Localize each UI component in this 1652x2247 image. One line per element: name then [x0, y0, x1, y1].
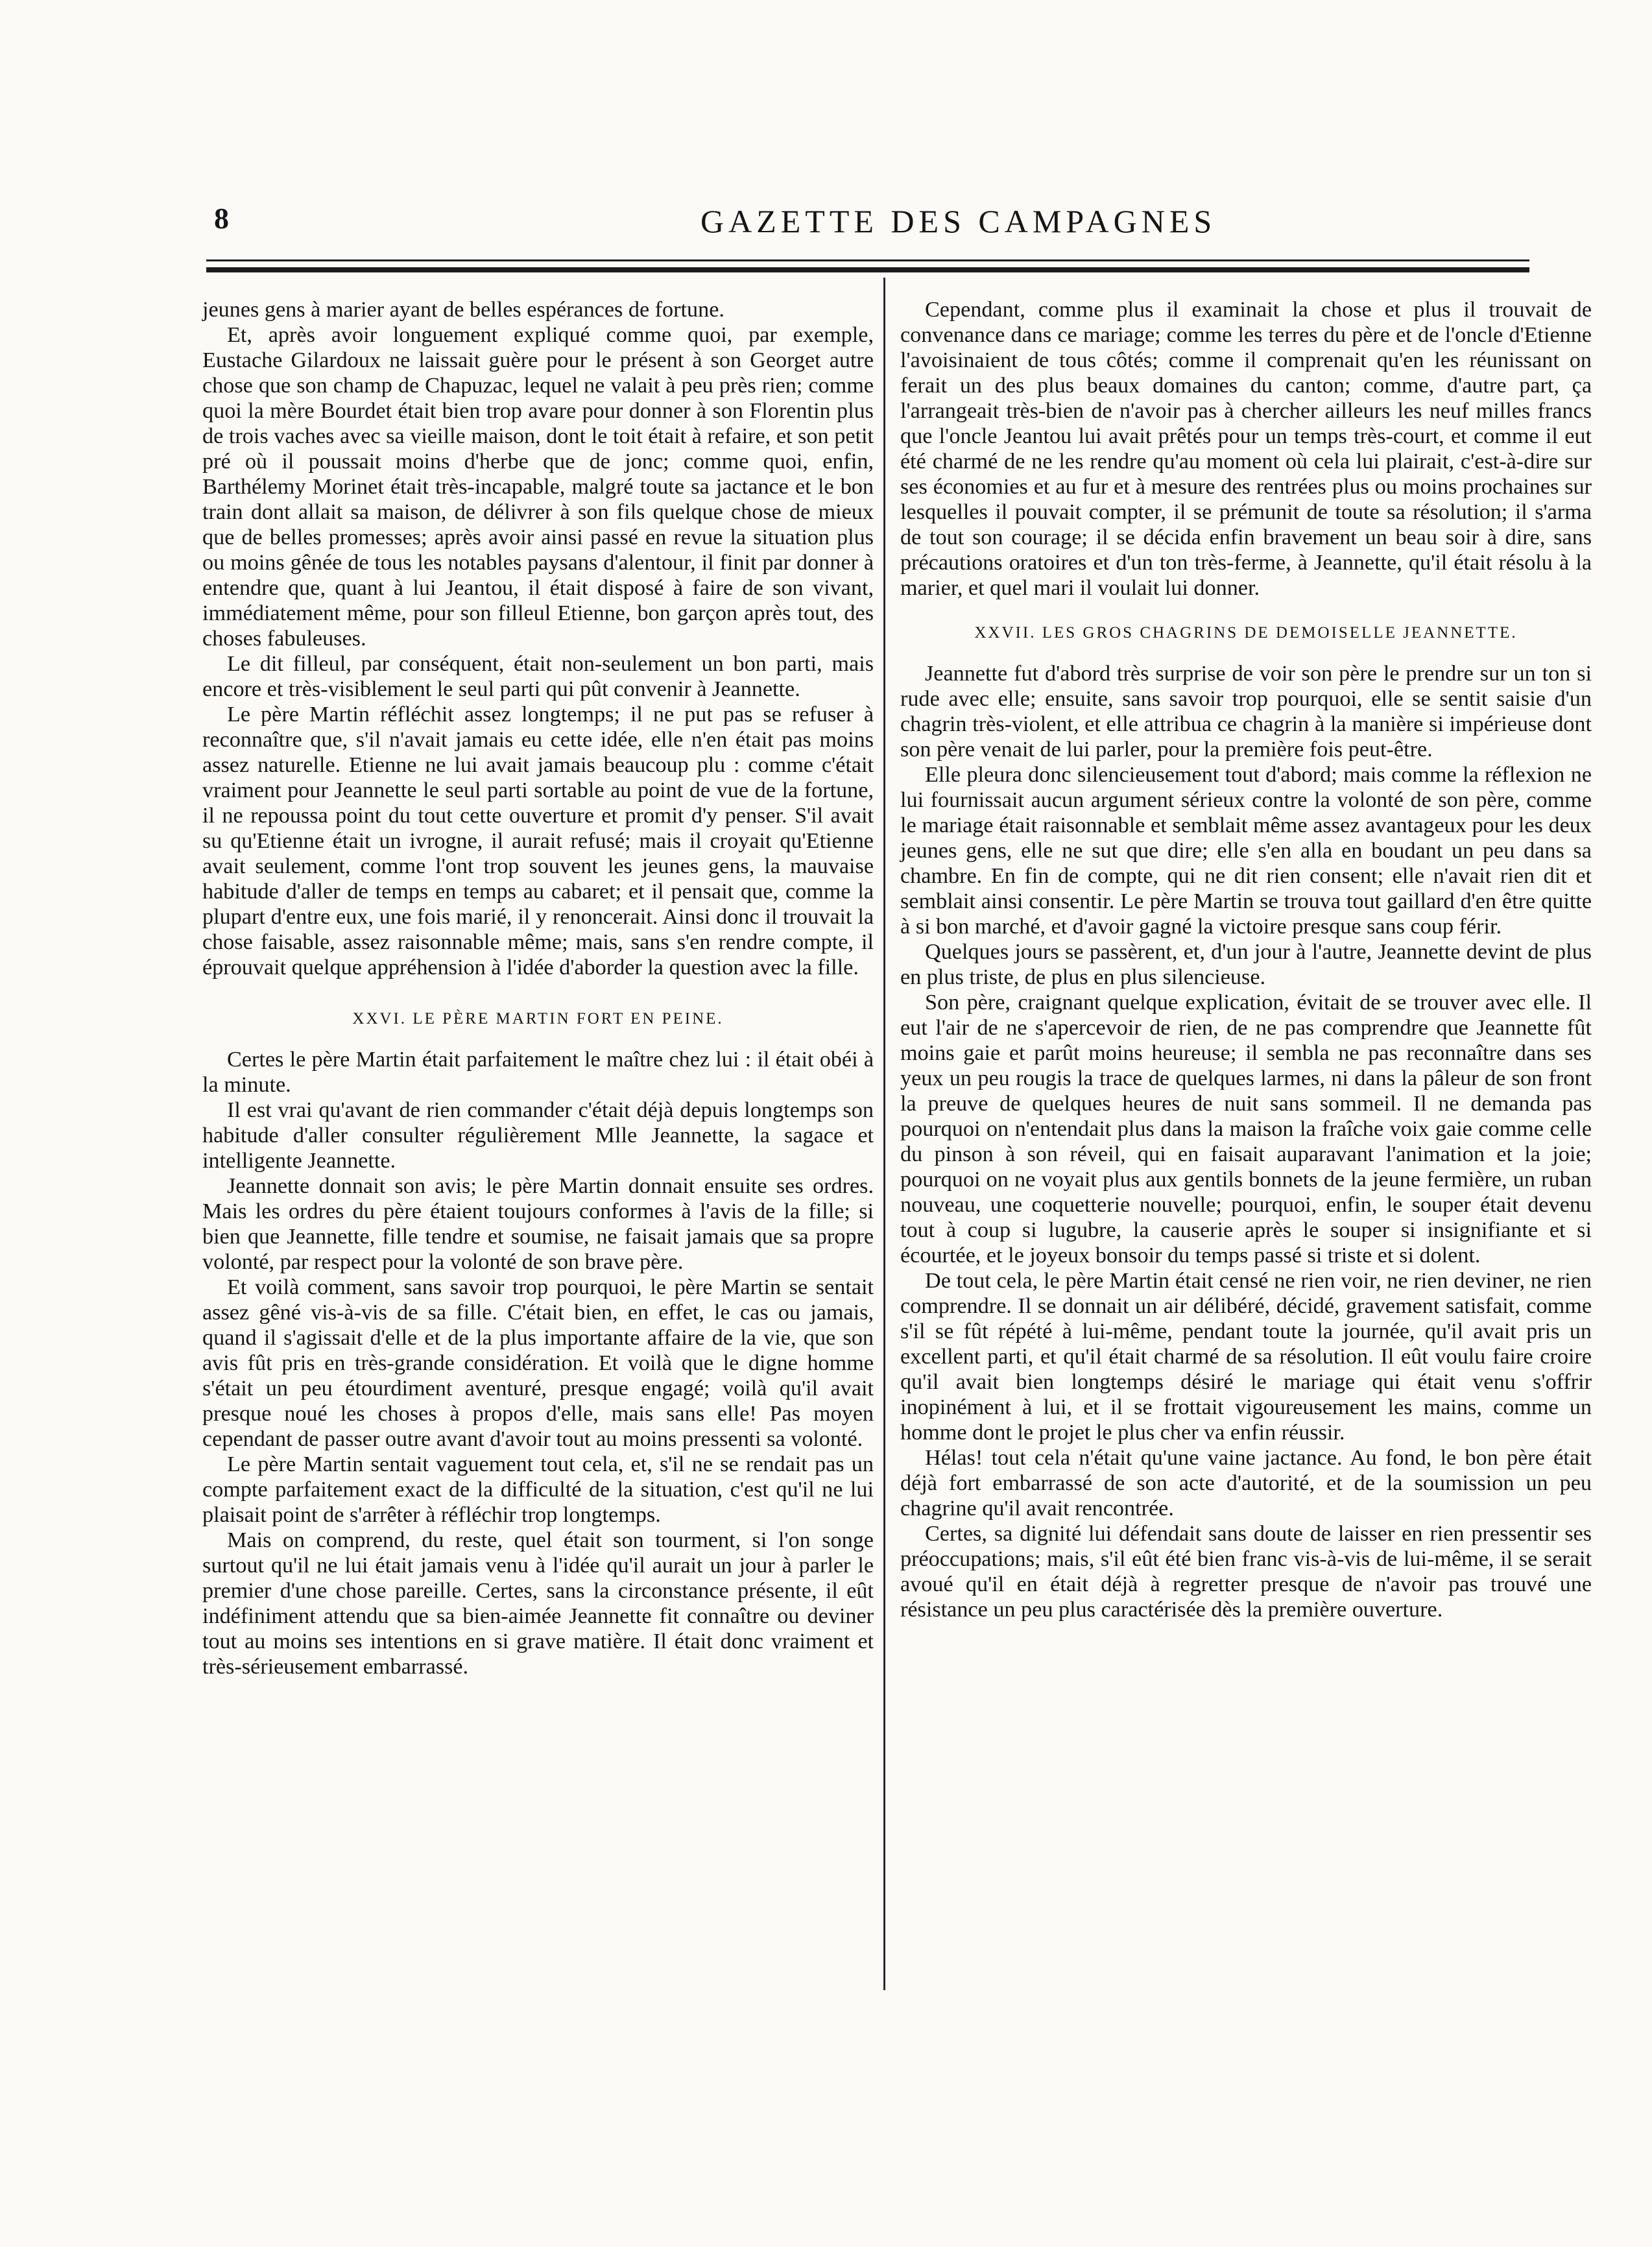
header-rule-thick: [206, 267, 1529, 272]
paragraph: Il est vrai qu'avant de rien commander c'était déjà depuis longtemps son habitude d'aller consulter régulièrement Mlle Jeannette, la sagace et intelligente Jeannette.: [202, 1098, 874, 1173]
column-divider: [883, 278, 885, 1990]
paragraph: Certes, sa dignité lui défendait sans doute de laisser en rien pressentir ses préoccupations; mais, s'il eût été bien franc vis-à-vis de lui-même, il se serait avoué qu'il en était déjà à regretter presque de n'avoir pas trouvé une résistance un peu plus caractérisée dès la première ouverture.: [900, 1522, 1592, 1622]
masthead-title: GAZETTE DES CAMPAGNES: [700, 203, 1217, 239]
paragraph: De tout cela, le père Martin était censé ne rien voir, ne rien deviner, ne rien comprendre. Il se donnait un air délibéré, décidé, gravement satisfait, comme s'il se fût répété à lui-même, pendant toute la journée, qu'il avait pris un excellent parti, et qu'il était charmé de sa résolution. Il eût voulu faire croire qu'il avait bien longtemps désiré le mariage qui était venu s'offrir inopinément à lui, et il se frottait vigoureusement les mains, comme un homme dont le projet le plus cher va enfin réussir.: [900, 1269, 1592, 1445]
paragraph: Et voilà comment, sans savoir trop pourquoi, le père Martin se sentait assez gêné vis-à-vis de sa fille. C'était bien, en effet, le cas ou jamais, quand il s'agissait d'elle et de la plus importante affaire de la vie, que son avis fût pris en très-grande considération. Et voilà que le digne homme s'était un peu étourdiment aventuré, presque engagé; voilà qu'il avait presque noué les choses à propos d'elle, mais sans elle! Pas moyen cependant de passer outre avant d'avoir tout au moins pressenti sa volonté.: [202, 1275, 874, 1451]
paragraph: Hélas! tout cela n'était qu'une vaine jactance. Au fond, le bon père était déjà fort embarrassé de son acte d'autorité, et de la soumission un peu chagrine qu'il avait rencontrée.: [900, 1446, 1592, 1520]
paragraph: Le dit filleul, par conséquent, était non-seulement un bon parti, mais encore et très-visiblement le seul parti qui pût convenir à Jeannette.: [202, 652, 874, 701]
page-number: 8: [214, 202, 230, 235]
paragraph: Son père, craignant quelque explication, évitait de se trouver avec elle. Il eut l'air de ne s'apercevoir de rien, de ne pas comprendre que Jeannette fût moins gaie et parût moins heureuse; il sembla ne pas reconnaître dans ses yeux un peu rougis la trace de quelques larmes, ni dans la pâleur de son front la preuve de quelques heures de nuit sans sommeil. Il ne demanda pas pourquoi on n'entendait plus dans la maison la fraîche voix gaie comme celle du pinson à son réveil, qui en faisait auparavant l'animation et la joie; pourquoi on ne voyait plus aux gentils bonnets de la jeune fermière, un ruban nouveau, une coquetterie nouvelle; pourquoi, enfin, le souper était devenu tout à coup si lugubre, la causerie après le souper si insignifiante et si écourtée, et le joyeux bonsoir du temps passé si triste et si dolent.: [900, 991, 1592, 1268]
paragraph: Quelques jours se passèrent, et, d'un jour à l'autre, Jeannette devint de plus en plus triste, de plus en plus silencieuse.: [900, 940, 1592, 989]
left-column: [202, 297, 874, 1679]
section-heading-xxvi: XXVI. LE PÈRE MARTIN FORT EN PEINE.: [352, 1010, 724, 1027]
header-rule-thin: [206, 259, 1529, 261]
paragraph: Le père Martin sentait vaguement tout cela, et, s'il ne se rendait pas un compte parfaitement exact de la difficulté de la situation, c'est qu'il ne lui plaisait point de s'arrêter à réfléchir trop longtemps.: [202, 1452, 874, 1527]
paragraph: Le père Martin réfléchit assez longtemps; il ne put pas se refuser à reconnaître que, s'il n'avait jamais eu cette idée, elle n'en était pas moins assez naturelle. Etienne ne lui avait jamais beaucoup plu : comme c'était vraiment pour Jeannette le seul parti sortable au point de vue de la fortune, il ne repoussa point du tout cette ouverture et promit d'y penser. S'il avait su qu'Etienne était un ivrogne, il aurait refusé; mais il croyait qu'Etienne avait seulement, comme l'ont trop souvent les jeunes gens, la mauvaise habitude d'aller de temps en temps au cabaret; et il pensait que, comme la plupart d'entre eux, une fois marié, il y renoncerait. Ainsi donc il trouvait la chose faisable, assez raisonnable même; mais, sans s'en rendre compte, il éprouvait quelque appréhension à l'idée d'aborder la question avec la fille.: [202, 703, 874, 979]
right-column: [900, 297, 1592, 1622]
paragraph: Cependant, comme plus il examinait la chose et plus il trouvait de convenance dans ce mariage; comme les terres du père et de l'oncle d'Etienne l'avoisinaient de tous côtés; comme il comprenait qu'en les réunissant on ferait un des plus beaux domaines du canton; comme, d'autre part, ça l'arrangeait très-bien de n'avoir pas à chercher ailleurs les neuf milles francs que l'oncle Jeantou lui avait prêtés pour un temps très-court, et comme il eut été charmé de ne les rendre qu'au moment où cela lui plairait, c'est-à-dire sur ses économies et au fur et à mesure des rentrées plus ou moins prochaines sur lesquelles il pouvait compter, il se prémunit de toute sa résolution; il s'arma de tout son courage; il se décida enfin bravement un beau soir à dire, sans précautions oratoires et d'un ton très-ferme, à Jeannette, qu'il était résolu à la marier, et quel mari il voulait lui donner.: [900, 298, 1592, 600]
paragraph: Elle pleura donc silencieusement tout d'abord; mais comme la réflexion ne lui fournissait aucun argument sérieux contre la volonté de son père, comme le mariage était raisonnable et semblait même assez avantageux pour les deux jeunes gens, elle ne sut que dire; elle s'en alla en boudant un peu dans sa chambre. En fin de compte, qui ne dit rien consent; elle n'avait rien dit et semblait ainsi consentir. Le père Martin se trouva tout gaillard d'en être quitte à si bon marché, et d'avoir gagné la victoire presque sans coup férir.: [900, 763, 1592, 939]
paragraph: Jeannette donnait son avis; le père Martin donnait ensuite ses ordres. Mais les ordres du père étaient toujours conformes à l'avis de la fille; si bien que Jeannette, fille tendre et soumise, ne faisait jamais que sa propre volonté, par respect pour la volonté de son brave père.: [202, 1174, 874, 1274]
paragraph: Mais on comprend, du reste, quel était son tourment, si l'on songe surtout qu'il ne lui était jamais venu à l'idée qu'il aurait un jour à parler le premier d'une chose pareille. Certes, sans la circonstance présente, il eût indéfiniment attendu que sa bien-aimée Jeannette fit connaître ou deviner tout au moins ses intentions en si grave matière. Il était donc vraiment et très-sérieusement embarrassé.: [202, 1528, 874, 1679]
section-heading-xxvii: XXVII. LES GROS CHAGRINS DE DEMOISELLE JEANNETTE.: [974, 624, 1518, 642]
paragraph: Jeannette fut d'abord très surprise de voir son père le prendre sur un ton si rude avec elle; ensuite, sans savoir trop pourquoi, elle se sentit saisie d'un chagrin très-violent, et elle attribua ce chagrin à la manière si impérieuse dont son père venait de lui parler, pour la première fois peut-être.: [900, 662, 1592, 762]
paragraph: Certes le père Martin était parfaitement le maître chez lui : il était obéi à la minute.: [202, 1048, 874, 1097]
paragraph: Et, après avoir longuement expliqué comme quoi, par exemple, Eustache Gilardoux ne laissait guère pour le présent à son Georget autre chose que son champ de Chapuzac, lequel ne valait à peu près rien; comme quoi la mère Bourdet était bien trop avare pour donner à son Florentin plus de trois vaches avec sa vieille maison, dont le toit était à refaire, et son petit pré où il poussait moins d'herbe que de jonc; comme quoi, enfin, Barthélemy Morinet était très-incapable, malgré toute sa jactance et le bon train dont allait sa maison, de délivrer à son fils quelque chose de mieux que de belles promesses; après avoir ainsi passé en revue la situation plus ou moins gênée de tous les notables paysans d'alentour, il finit par donner à entendre que, quant à lui Jeantou, il était disposé à faire de son vivant, immédiatement même, pour son filleul Etienne, bon garçon après tout, des choses fabuleuses.: [202, 323, 874, 651]
paragraph: jeunes gens à marier ayant de belles espérances de fortune.: [202, 298, 724, 322]
